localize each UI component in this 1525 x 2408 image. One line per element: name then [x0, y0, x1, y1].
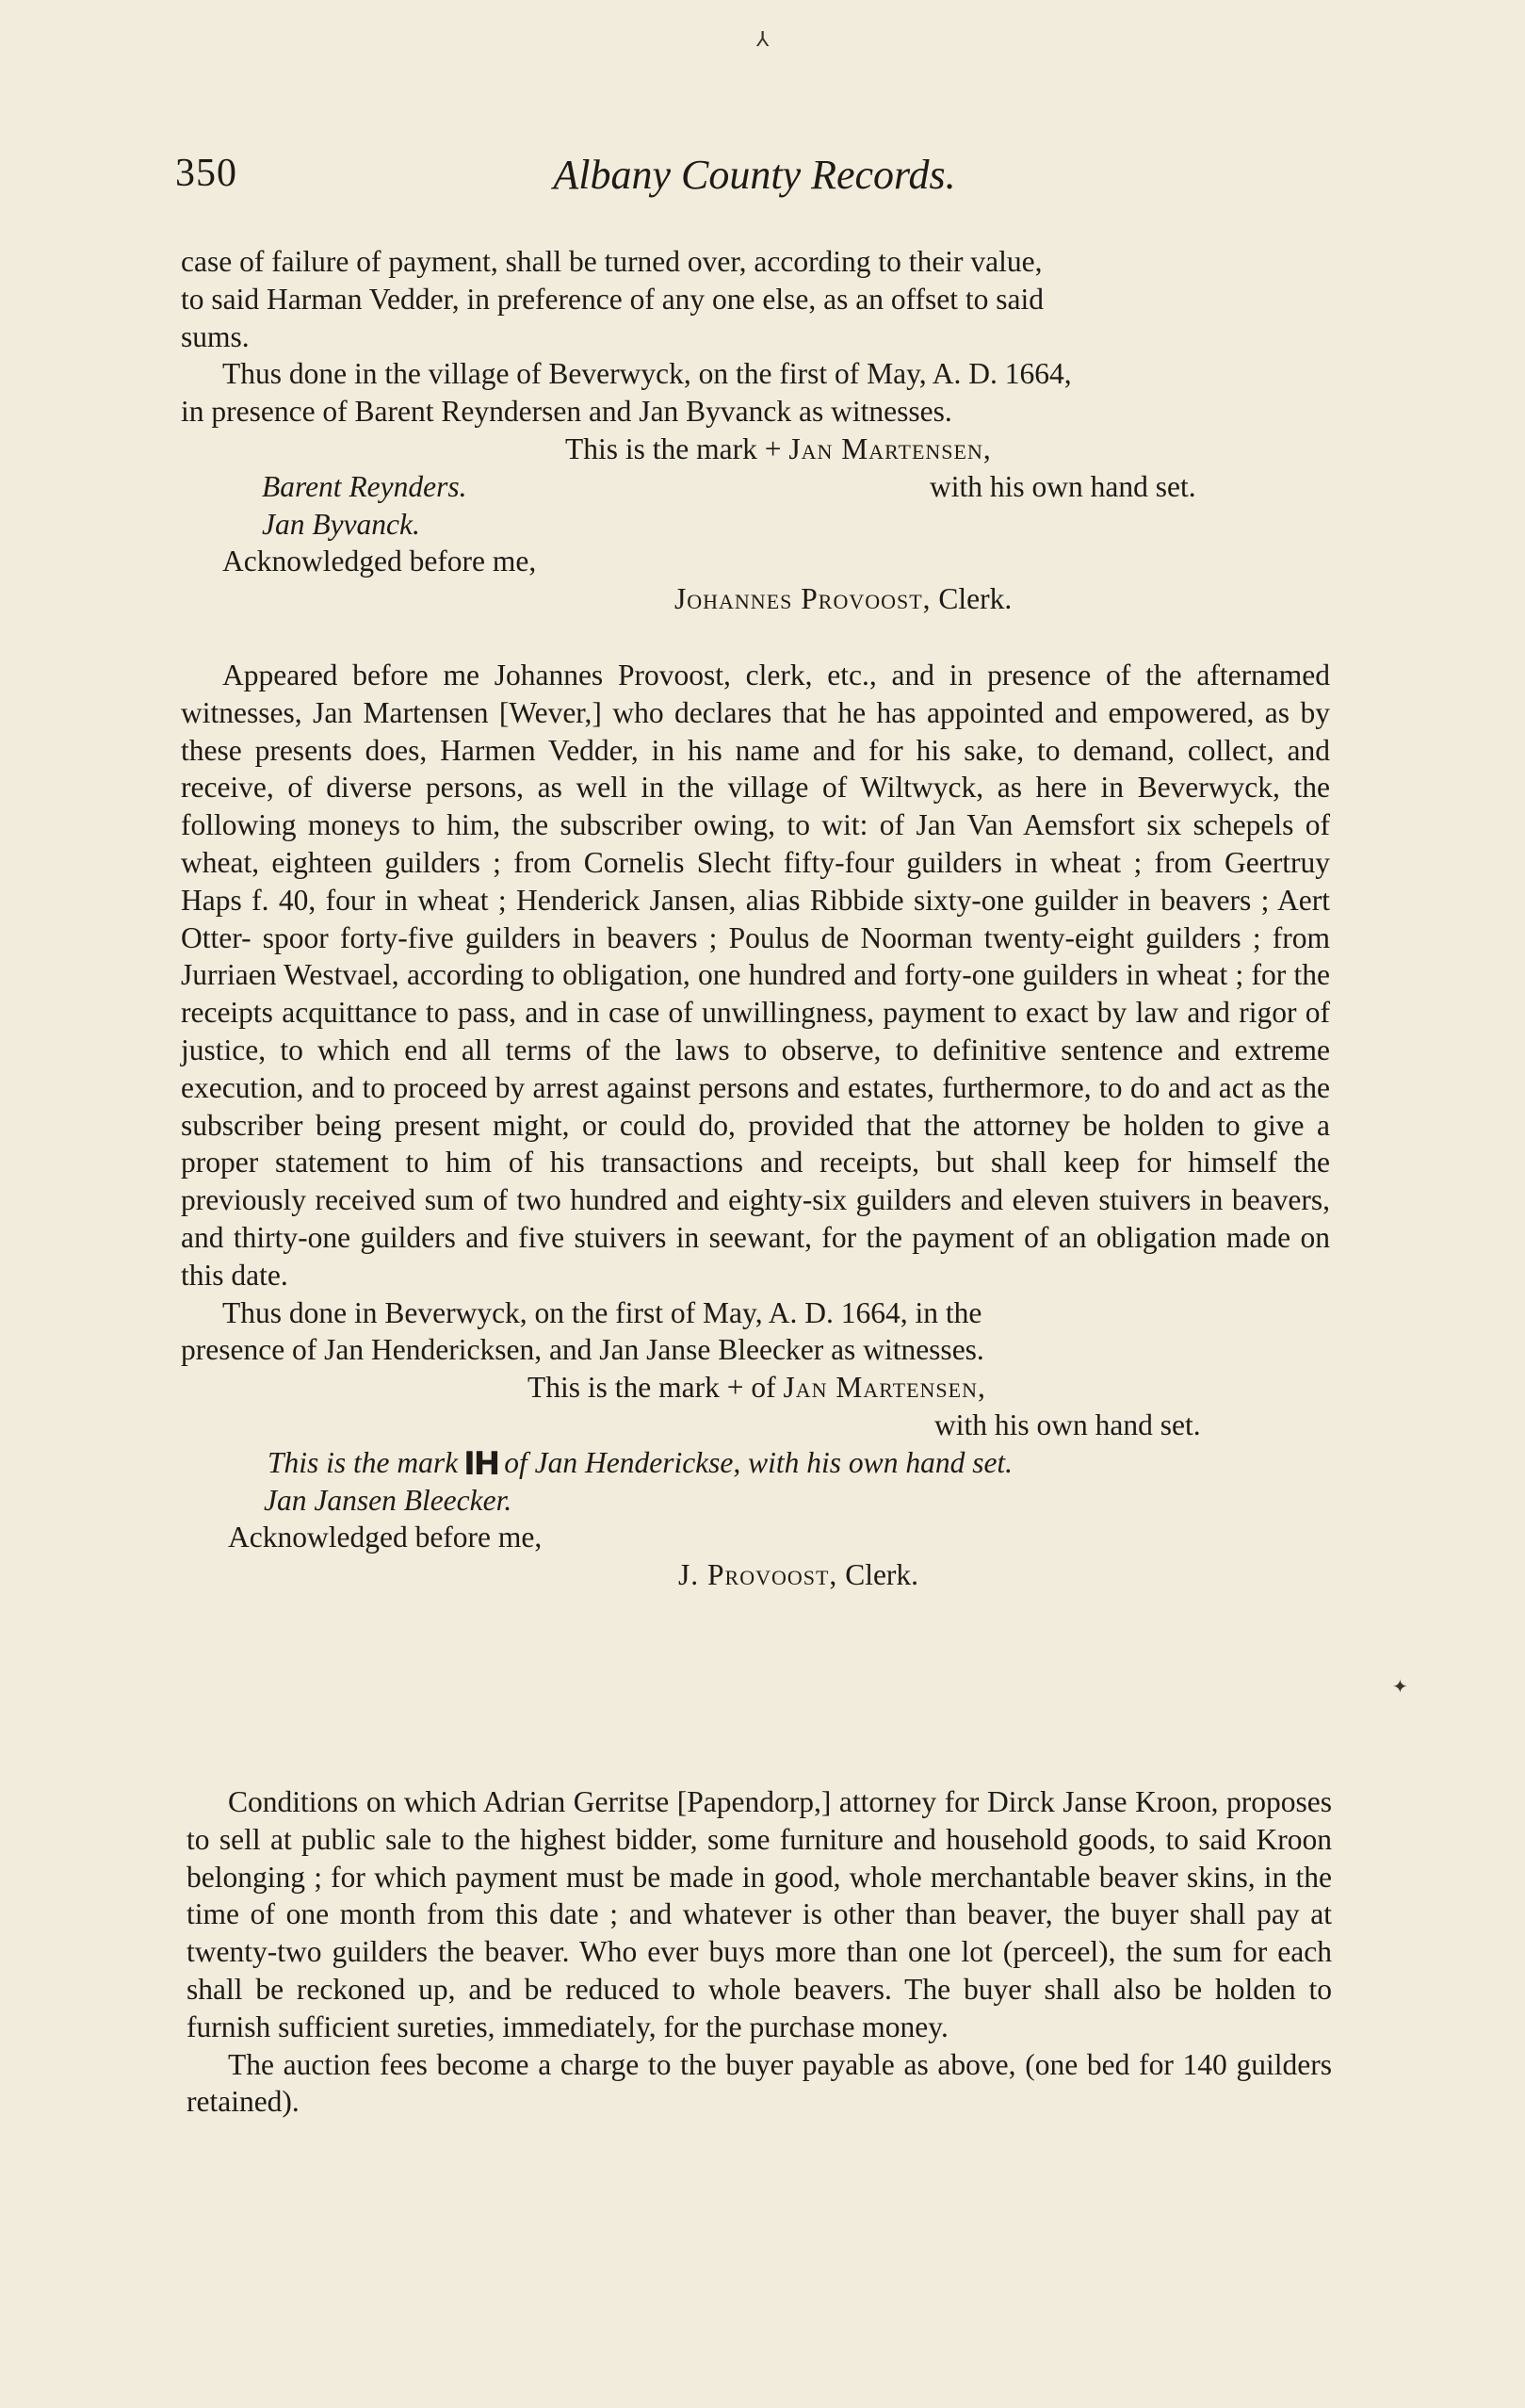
text-line: seewant, for the payment of an obligation made on this date. — [181, 1220, 1330, 1292]
text-line: persons, as well in the village of Wiltwyck, as here in Beverwyck, — [425, 771, 1280, 805]
running-title: Albany County Records. — [553, 152, 956, 198]
own-hand-line: with his own hand set. — [934, 1407, 1201, 1441]
text-line: spoor forty-five guilders in beavers ; Poulus de Noorman twenty-eight — [262, 920, 1134, 954]
text-line: the buyer shall pay at twenty-two guilders the beaver. Who ever buys — [187, 1897, 1332, 1969]
text-line: Appeared before me Johannes Provoost, clerk, etc., and in presence of — [222, 659, 1131, 691]
mark-text: This is the mark + — [565, 431, 789, 465]
dated-line: in presence of Barent Reyndersen and Jan Byvanck as witnesses. — [181, 395, 952, 429]
text-line: sums. — [181, 319, 250, 353]
text-line: sufficient sureties, immediately, for the purchase money. — [278, 2009, 949, 2043]
acknowledgement: Acknowledged before me, — [228, 1521, 543, 1554]
text-line: Henderick Jansen, alias Ribbide sixty-one guilder in beavers ; Aert Otter- — [181, 883, 1330, 954]
auction-conditions — [187, 1783, 1332, 2121]
text-line: eleven stuivers in beavers, and thirty-one guilders and five stuivers in — [181, 1183, 1330, 1254]
mark-line — [181, 1369, 1330, 1407]
mark-text: This is the mark + of — [527, 1371, 784, 1405]
text-line: previously received sum of two hundred and eighty-six guilders and — [181, 1183, 1004, 1217]
witness-signature: Jan Jansen Bleecker. — [264, 1483, 512, 1517]
text-line: Conditions on which Adrian Gerritse [Papendorp,] attorney for Dirck — [228, 1785, 1055, 1818]
text-line: in case of unwillingness, payment to exact by law and rigor of justice, — [181, 996, 1331, 1066]
text-line: the following moneys to him, the subscriber owing, to wit: of Jan Van — [181, 771, 1331, 842]
witness-signature: Jan Byvanck. — [262, 507, 420, 541]
text-line: Janse Kroon, proposes to sell at public sale to the highest bidder, some — [187, 1785, 1333, 1856]
text-line: case of failure of payment, shall be turned over, according to their value, — [181, 245, 1043, 278]
text-line: in his name and for his sake, to demand, collect, and receive, of diverse — [181, 733, 1331, 805]
mark-line — [181, 431, 1330, 468]
clerk-title: Clerk. — [837, 1558, 919, 1592]
text-line: to said Harman Vedder, in preference of any one else, as an offset to said — [181, 282, 1044, 316]
text-line: be reduced to whole beavers. The buyer shall also be holden to furnish — [187, 1972, 1332, 2043]
text-line: Aemsfort six schepels of wheat, eighteen guilders ; from Cornelis Slecht — [181, 808, 1331, 879]
page-header — [175, 151, 1334, 217]
text-line: furniture and household goods, to said Kroon belonging ; for which — [187, 1822, 1332, 1894]
deed-continuation — [181, 243, 1330, 618]
text-line: furthermore, to do and act as the subscriber being present might, or — [181, 1070, 1330, 1142]
clerk-name: Johannes Provoost, — [674, 582, 932, 616]
text-line: fifty-four guilders in wheat ; from Geertruy Haps f. 40, four in wheat ; — [181, 845, 1331, 917]
witness-mark-line — [181, 1444, 1330, 1482]
top-ornament-icon: ⅄ — [756, 28, 770, 52]
clerk-title: Clerk. — [931, 582, 1013, 616]
dated-line: Thus done in the village of Beverwyck, on the first of May, A. D. 1664, — [222, 357, 1072, 391]
text-line: more than one lot (perceel), the sum for each shall be reckoned up, and — [187, 1935, 1332, 2006]
witness-signature: Barent Reynders. — [262, 469, 467, 503]
text-line: could do, provided that the attorney be holden to give a proper statement — [181, 1108, 1331, 1180]
text-line: to which end all terms of the laws to observe, to definitive sentence and — [280, 1033, 1221, 1066]
witness-mark-text: of Jan Henderickse, with his own hand set. — [504, 1445, 1014, 1479]
text-line: guilders ; from Jurriaen Westvael, according to obligation, one hundred — [181, 920, 1331, 992]
text-line: The auction fees become a charge to the buyer payable as above, — [228, 2047, 1016, 2081]
text-line: the afternamed witnesses, Jan Martensen [Wever,] who declares that he — [181, 659, 1331, 729]
power-of-attorney — [181, 657, 1330, 1594]
text-line: time of one month from this date ; and whatever is other than beaver, — [187, 1897, 1053, 1931]
page-number: 350 — [175, 152, 237, 195]
dated-line: presence of Jan Hendericksen, and Jan Janse Bleecker as witnesses. — [181, 1333, 984, 1367]
own-hand-line: with his own hand set. — [930, 469, 1196, 503]
text-line: has appointed and empowered, as by these presents does, Harmen Vedder, — [181, 695, 1330, 767]
acknowledgement: Acknowledged before me, — [222, 545, 537, 578]
body-paragraph — [181, 657, 1330, 1294]
text-line: extreme execution, and to proceed by arrest against persons and estates, — [181, 1033, 1331, 1104]
text-line: and forty-one guilders in wheat ; for the receipts acquittance to pass, and — [181, 958, 1330, 1030]
text-line: to him of his transactions and receipts, but shall keep for himself the — [405, 1146, 1331, 1180]
ink-speck-icon: ✦ — [1392, 1675, 1408, 1698]
marker-name: Jan Martensen, — [783, 1371, 986, 1405]
fees-paragraph — [187, 2046, 1332, 2122]
body-paragraph — [187, 1783, 1332, 2046]
text-line: (one bed for 140 guilders retained). — [187, 2047, 1333, 2119]
dated-line: Thus done in Beverwyck, on the first of May, A. D. 1664, in the — [222, 1295, 982, 1329]
witness-mark-text: This is the mark — [268, 1445, 459, 1479]
text-line: payment must be made in good, whole merchantable beaver skins, in the — [455, 1860, 1333, 1894]
clerk-name: J. Provoost, — [678, 1558, 838, 1592]
marker-name: Jan Martensen, — [788, 431, 992, 465]
witness-mark-glyph: IH — [463, 1444, 499, 1483]
